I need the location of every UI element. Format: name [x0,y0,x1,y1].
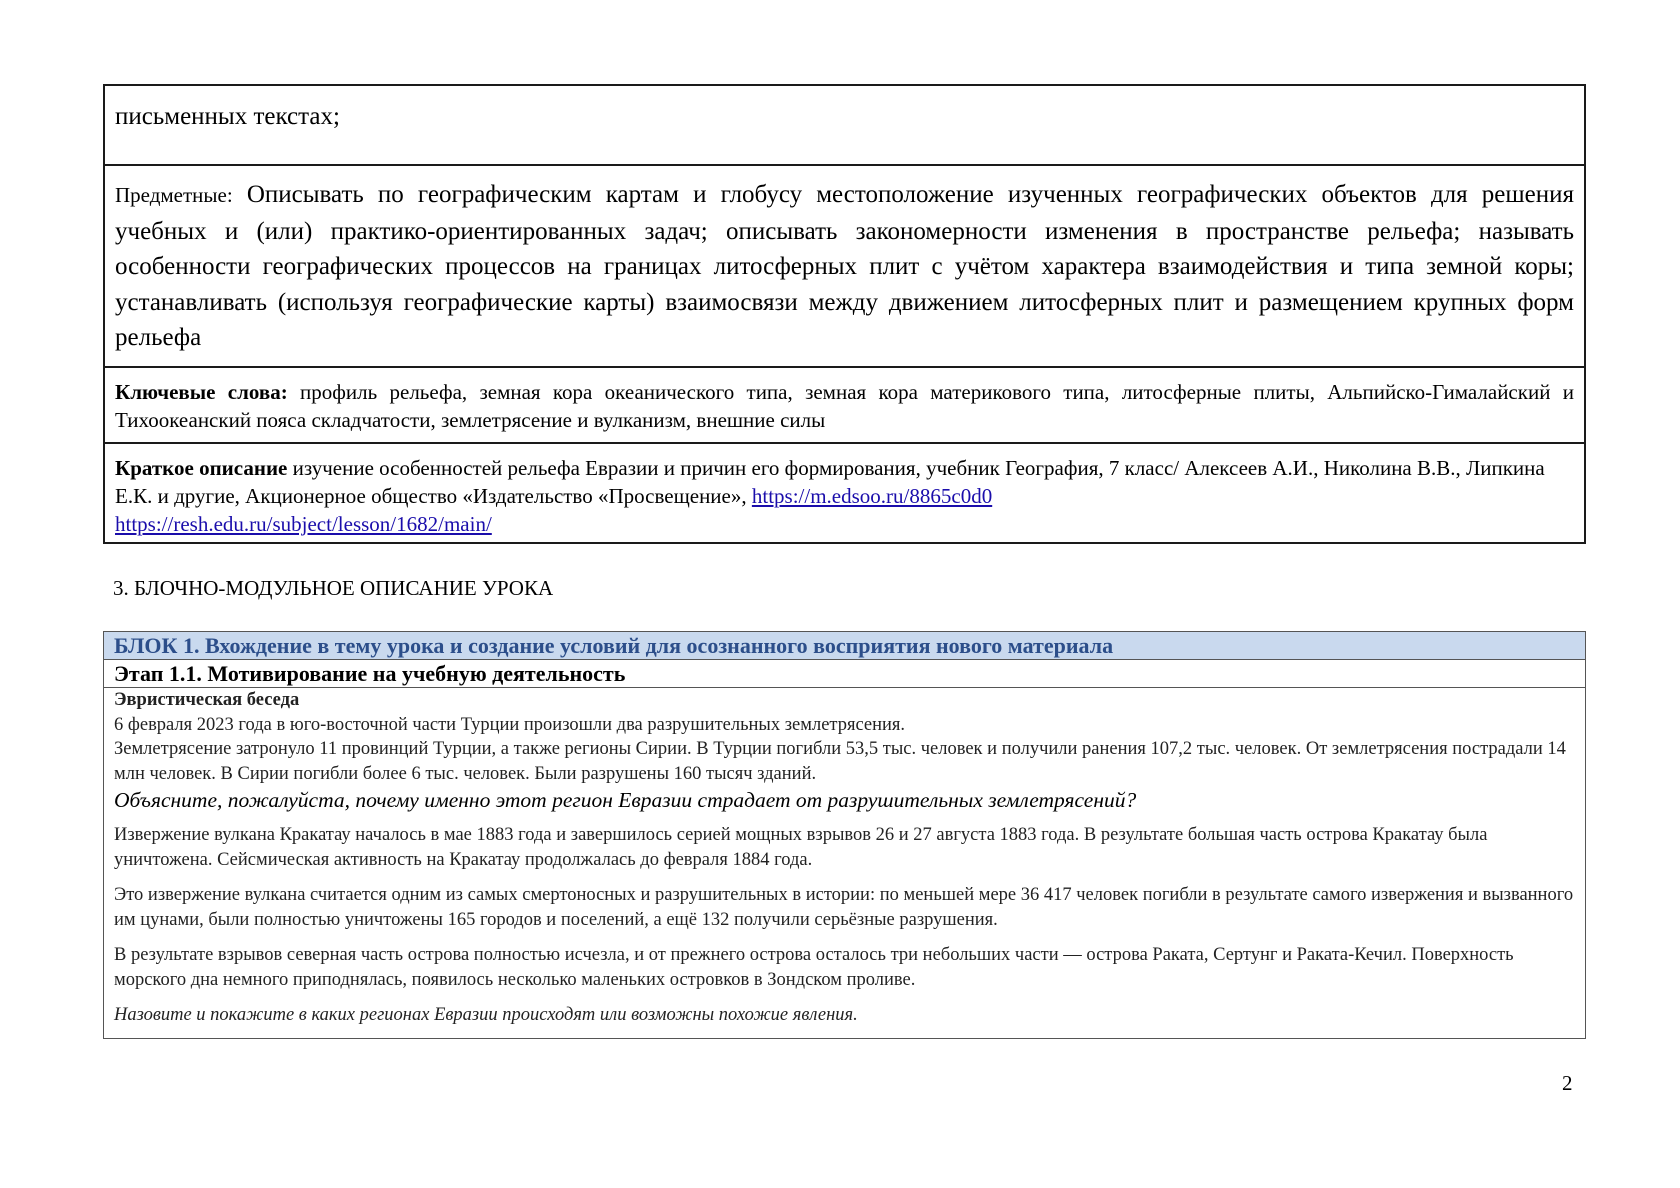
lesson-info-table [103,84,1586,544]
predmet-cell [104,165,1585,367]
paragraph: Землетрясение затронуло 11 провинций Турции, а также регионы Сирии. В Турции погибли 53,5 тыс. человек и получили ранения 107,2 тыс. человек. От землетрясения пострадали 14 млн человек. В Сирии погибли более 6 тыс. человек. Были разрушены 160 тысяч зданий. [114,739,1566,784]
task-prompt: Назовите и покажите в каких регионах Евразии происходят или возможны похожие явления. [114,1005,858,1025]
table-row [104,165,1585,367]
conversation-heading: Эвристическая беседа [114,690,300,710]
block-content [104,688,1586,1039]
pismen-cell [104,85,1585,165]
table-row [104,367,1585,443]
brief-text: изучение особенностей рельефа Евразии и причин его формирования, учебник География, 7 класс/ Алексеев А.И., Николина В.В., Липкина Е.К. и другие, Акционерное общество «Издательство «Просвещение», [115,455,1545,508]
stage-title: Этап 1.1. Мотивирование на учебную деятельность [104,660,1586,688]
table-row [104,688,1586,1039]
brief-label: Краткое описание [115,455,288,480]
table-row [104,632,1586,660]
question: Объясните, пожалуйста, почему именно этот регион Евразии страдает от разрушительных землетрясений? [114,788,1137,812]
pismen-text: письменных текстах; [115,103,340,130]
block-table [103,631,1586,1039]
section-title: 3. БЛОЧНО-МОДУЛЬНОЕ ОПИСАНИЕ УРОКА [113,576,554,600]
page-number: 2 [1562,1071,1573,1095]
brief-cell [104,443,1585,543]
paragraph: В результате взрывов северная часть острова полностью исчезла, и от прежнего острова осталось три небольших части — острова Раката, Сертунг и Раката-Кечил. Поверхность морского дна немного приподнялась, появилось несколько маленьких островков в Зондском проливе. [114,945,1514,990]
edsoo-link[interactable]: https://m.edsoo.ru/8865c0d0 [751,483,993,508]
block-title: БЛОК 1. Вхождение в тему урока и создание условий для осознанного восприятия нового материала [104,632,1586,660]
table-row [104,85,1585,165]
keywords-label: Ключевые слова: [115,379,288,404]
table-row [104,443,1585,543]
keywords-text: профиль рельефа, земная кора океанического типа, земная кора материкового типа, литосферные плиты, Альпийско-Гималайский и Тихоокеанский пояса складчатости, землетрясение и вулканизм, внешние силы [115,379,1574,432]
resh-link[interactable]: https://resh.edu.ru/subject/lesson/1682/main/ [115,511,492,536]
paragraph: Извержение вулкана Кракатау началось в мае 1883 года и завершилось серией мощных взрывов 26 и 27 августа 1883 года. В результате большая часть острова Кракатау была уничтожена. Сейсмическая активность на Кракатау продолжалась до февраля 1884 года. [114,825,1488,870]
predmet-text: Описывать по географическим картам и глобусу местоположение изученных географических объектов для решения учебных и (или) практико-ориентированных задач; описывать закономерности изменения в пространстве рельефа; называть особенности географических процессов на границах литосферных плит с учётом характера взаимодействия и типа земной коры; устанавливать (используя географические карты) взаимосвязи между движением литосферных плит и размещением крупных форм рельефа [115,181,1574,351]
paragraph: Это извержение вулкана считается одним из самых смертоносных и разрушительных в истории: по меньшей мере 36 417 человек погибли в результате самого извержения и вызванного им цунами, были полностью уничтожены 165 городов и поселений, а ещё 132 получили серьёзные разрушения. [114,885,1574,930]
keywords-cell [104,367,1585,443]
paragraph: 6 февраля 2023 года в юго-восточной части Турции произошли два разрушительных землетрясения. [114,714,906,735]
predmet-label: Предметные: [115,183,233,207]
table-row [104,660,1586,688]
